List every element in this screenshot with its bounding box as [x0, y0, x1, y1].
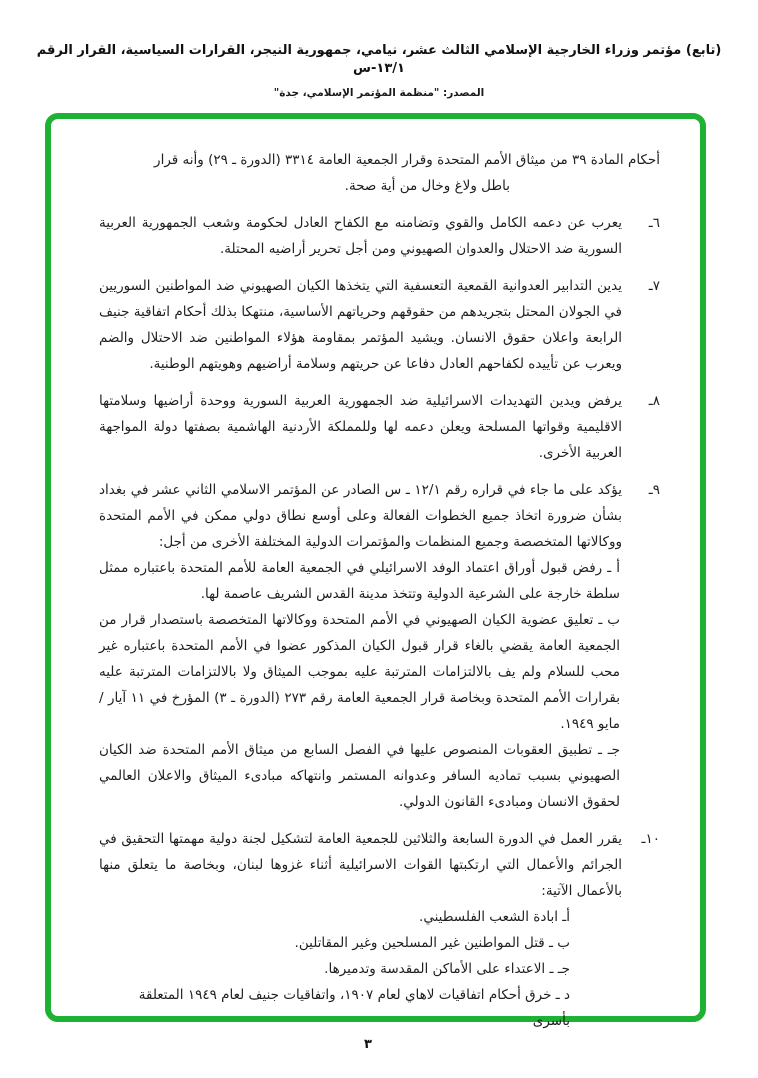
item-number: ١٠ـ [641, 831, 660, 847]
item-number: ٦ـ [648, 215, 660, 231]
sub-item-label: أ ـ [607, 560, 621, 576]
sub-item-label: جـ ـ [597, 742, 620, 758]
sub-item-label: أـ [562, 909, 570, 925]
sub-item-9a [99, 555, 620, 607]
document-body [99, 147, 660, 1034]
sub-item-group [99, 555, 622, 815]
item-text: يعرب عن دعمه الكامل والقوي وتضامنه مع الكفاح العادل لحكومة وشعب الجمهورية العربية السورية ضد الاحتلال والعدوان الصهيوني ومن أجل تحرير أراضيه المحتلة. [99, 215, 622, 257]
list-item-9 [99, 477, 660, 815]
list-item-7 [99, 273, 660, 377]
intro-line-2: باطل ولاغ وخال من أية صحة. [344, 178, 510, 194]
list-item-8 [99, 388, 660, 466]
sub-item-10c [99, 956, 570, 982]
list-item-6 [99, 210, 660, 262]
sub-item-10d [99, 982, 570, 1034]
sub-item-10b [99, 930, 570, 956]
sub-item-9b [99, 607, 620, 737]
source-line: المصدر: "منظمة المؤتمر الإسلامي، جدة" [273, 87, 485, 99]
sub-item-10a [99, 904, 570, 930]
page-number: ٣ [364, 1037, 372, 1052]
document-title: (تابع) مؤتمر وزراء الخارجية الإسلامي الثالث عشر، نيامي، جمهورية النيجر، القرارات السياسية، القرار الرقم ١٣/١-س [36, 43, 722, 76]
sub-item-label: ب ـ [598, 612, 620, 628]
item-number: ٧ـ [648, 278, 660, 294]
item-number: ٨ـ [648, 393, 660, 409]
list-item-10 [99, 826, 660, 1034]
sub-item-text: الاعتداء على الأماكن المقدسة وتدميرها. [324, 961, 546, 977]
sub-item-text: قتل المواطنين غير المسلحين وغير المقاتلين. [294, 935, 545, 951]
sub-item-label: جـ ـ [549, 961, 570, 977]
item-text: يقرر العمل في الدورة السابعة والثلاثين للجمعية العامة لتشكيل لجنة دولية مهمتها التحقيق في الجرائم والأعمال التي ارتكبتها القوات الاسرائيلية أثناء غزوها لبنان، وبخاصة ما يتعلق منها بالأعمال الآتية: [99, 831, 622, 899]
sub-item-text: خرق أحكام اتفاقيات لاهاي لعام ١٩٠٧، واتفاقيات جنيف لعام ١٩٤٩ المتعلقة بأسرى [138, 987, 570, 1029]
sub-item-text: رفض قبول أوراق اعتماد الوفد الاسرائيلي في الجمعية العامة للأمم المتحدة باعتباره ممثل سلطة خارجة على الشرعية الدولية وتتخذ مدينة القدس الشريف عاصمة لها. [99, 560, 620, 602]
item-text: يدين التدابير العدوانية القمعية التعسفية التي يتخذها الكيان الصهيوني ضد المواطنين السوريين في الجولان المحتل بتجريدهم من حقوقهم وحرياتهم الأساسية، منتهكا بذلك أحكام اتفاقية جنيف الرابعة واعلان حقوق الانسان. ويشيد المؤتمر بمقاومة هؤلاء المواطنين ضد الاحتلال والضم ويعرب عن تأييده لكفاحهم العادل دفاعا عن حريتهم وسلامة أراضيهم وهويتهم الوطنية. [99, 278, 622, 372]
page-header [20, 42, 738, 99]
item-text: يؤكد على ما جاء في قراره رقم ١٢/١ ـ س الصادر عن المؤتمر الاسلامي الثاني عشر في بغداد بشأن ضرورة اتخاذ جميع الخطوات الفعالة وعلى أوسع نطاق دولي ممكن في الأمم المتحدة ووكالاتها المتخصصة وجميع المنظمات والمؤتمرات الدولية المختلفة الأخرى من أجل: [99, 482, 622, 550]
item-text: يرفض ويدين التهديدات الاسرائيلية ضد الجمهورية العربية السورية ووحدة أراضيها وسلامتها الاقليمية وقواتها المسلحة ويعلن دعمه لها وللمملكة الأردنية الهاشمية بصفتها دولة المواجهة العربية الأخرى. [99, 393, 622, 461]
sub-item-label: ب ـ [549, 935, 570, 951]
sub-item-text: تطبيق العقوبات المنصوص عليها في الفصل السابع من ميثاق الأمم المتحدة ضد الكيان الصهيوني بسبب تماديه السافر وعدوانه المستمر وانتهاكه مبادىء الميثاق والاعلان العالمي لحقوق الانسان ومبادىء القانون الدولي. [99, 742, 620, 810]
sub-item-text: تعليق عضوية الكيان الصهيوني في الأمم المتحدة ووكالاتها المتخصصة باستصدار قرار من الجمعية العامة يقضي بالغاء قرار قبول الكيان المذكور عضوا في الأمم المتحدة باعتباره غير محب للسلام ولم يف بالالتزامات المترتبة عليه بموجب الميثاق ولا بالالتزامات المترتبة عليه بقرارات الأمم المتحدة وبخاصة قرار الجمعية العامة رقم ٢٧٣ (الدورة ـ ٣) المؤرخ في ١١ آيار / مايو ١٩٤٩. [99, 612, 620, 732]
sub-item-label: د ـ [555, 987, 570, 1003]
sub-item-9c [99, 737, 620, 815]
sub-item-text: ابادة الشعب الفلسطيني. [419, 909, 558, 925]
sub-item-group [99, 904, 622, 1034]
intro-line-1: أحكام المادة ٣٩ من ميثاق الأمم المتحدة وقرار الجمعية العامة ٣٣١٤ (الدورة ـ ٢٩) وأنه قرار [154, 152, 660, 168]
intro-paragraph [99, 147, 660, 199]
green-border-frame [45, 113, 706, 1029]
item-number: ٩ـ [648, 482, 660, 498]
